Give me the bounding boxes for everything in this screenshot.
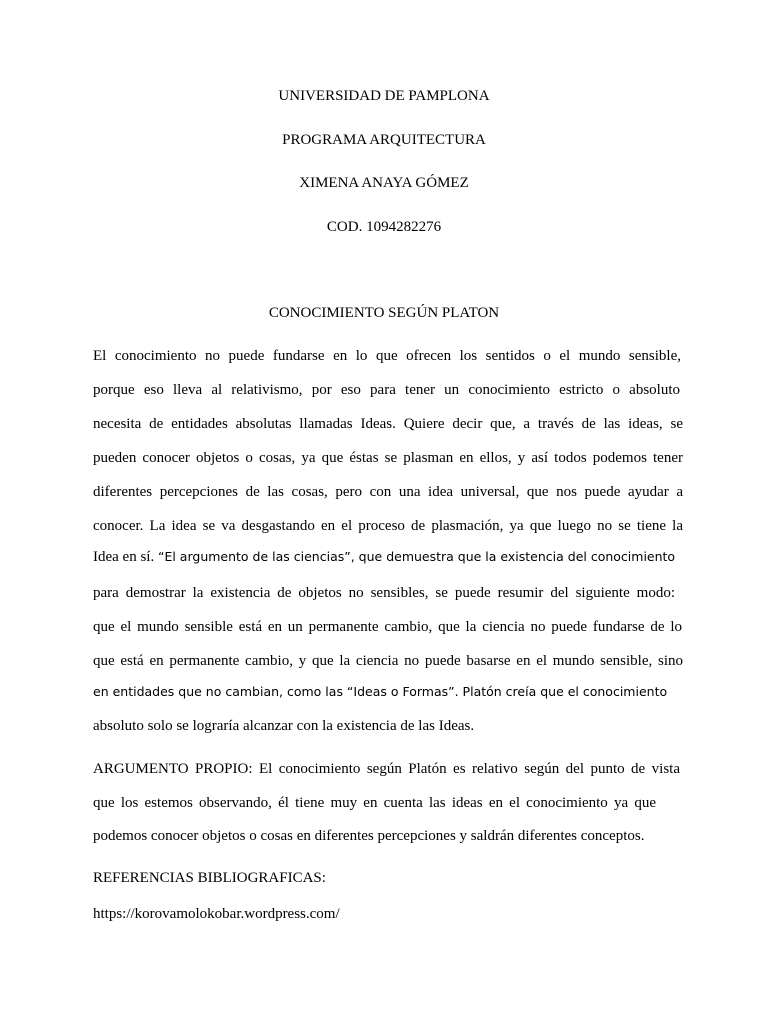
program-name: PROGRAMA ARQUITECTURA — [282, 132, 486, 148]
quoted-argument: “El argumento de las ciencias”, que demuestra que la existencia del conocimiento — [157, 549, 676, 564]
paragraph-2-line: ARGUMENTO PROPIO: El conocimiento según Platón es relativo según del punto de vista — [93, 761, 680, 777]
paragraph-1-line: en entidades que no cambian, como las “Ideas o Formas”. Platón creía que el conocimiento — [93, 684, 668, 699]
references-heading: REFERENCIAS BIBLIOGRAFICAS: — [93, 870, 326, 886]
paragraph-1-line: pueden conocer objetos o cosas, ya que éstas se plasman en ellos, y así todos podemos tener — [93, 450, 683, 466]
reference-link[interactable]: https://korovamolokobar.wordpress.com/ — [93, 906, 340, 922]
paragraph-1-line: necesita de entidades absolutas llamadas Ideas. Quiere decir que, a través de las ideas, se — [93, 416, 683, 432]
paragraph-1-line: porque eso lleva al relativismo, por eso para tener un conocimiento estricto o absoluto — [93, 382, 680, 398]
paragraph-1-line: que está en permanente cambio, y que la ciencia no puede basarse en el mundo sensible, sino — [93, 653, 683, 669]
document-title: CONOCIMIENTO SEGÚN PLATON — [268, 305, 500, 321]
paragraph-1-line-start: Idea en sí. — [93, 549, 158, 565]
author-name: XIMENA ANAYA GÓMEZ — [299, 175, 469, 191]
paragraph-1-line: para demostrar la existencia de objetos no sensibles, se puede resumir del siguiente modo: — [93, 585, 675, 601]
paragraph-2-line: que los estemos observando, él tiene muy en cuenta las ideas en el conocimiento ya que — [93, 795, 656, 811]
university-name: UNIVERSIDAD DE PAMPLONA — [278, 88, 490, 104]
paragraph-1-line — [93, 548, 688, 566]
paragraph-1-line: diferentes percepciones de las cosas, pero con una idea universal, que nos puede ayudar a — [93, 484, 683, 500]
paragraph-1-line: absoluto solo se lograría alcanzar con la existencia de las Ideas. — [93, 718, 475, 734]
student-code: COD. 1094282276 — [326, 219, 442, 235]
paragraph-1-line: conocer. La idea se va desgastando en el proceso de plasmación, ya que luego no se tiene la — [93, 518, 683, 534]
paragraph-2-line: podemos conocer objetos o cosas en diferentes percepciones y saldrán diferentes conceptos. — [93, 828, 645, 844]
paragraph-1-line: El conocimiento no puede fundarse en lo que ofrecen los sentidos o el mundo sensible, — [93, 348, 681, 364]
paragraph-1-line: que el mundo sensible está en un permanente cambio, que la ciencia no puede fundarse de lo — [93, 619, 682, 635]
